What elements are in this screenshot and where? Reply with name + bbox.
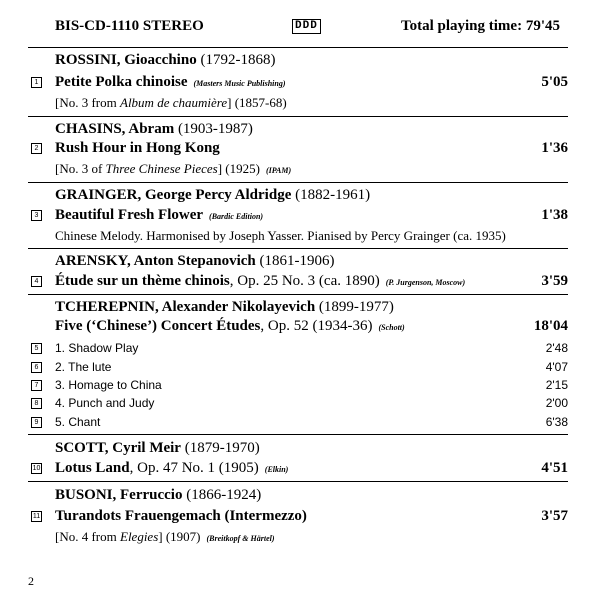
- track-time: 3'59: [541, 273, 568, 289]
- work-note: [No. 3 from Album de chaumière] (1857-68): [55, 95, 287, 110]
- movement-time: 2'00: [545, 396, 568, 410]
- track-number-box: 5: [31, 343, 42, 354]
- divider: [28, 481, 568, 482]
- track-number-box: 11: [32, 513, 41, 520]
- divider: [28, 434, 568, 435]
- divider: [28, 47, 568, 48]
- track-number-box: 4: [31, 276, 42, 287]
- movement-title: 2. The lute: [55, 360, 112, 374]
- work-title: Turandots Frauengemach (Intermezzo): [55, 508, 307, 524]
- catalog-number: BIS-CD-1110 STEREO: [55, 18, 204, 34]
- work-title: Étude sur un thème chinois, Op. 25 No. 3 (ca. 1890) (P. Jurgenson, Moscow): [55, 273, 466, 289]
- composer-name: CHASINS, Abram (1903-1987): [55, 121, 253, 137]
- track-time: 1'36: [541, 140, 568, 156]
- divider: [28, 294, 568, 295]
- track-number-box: 6: [31, 362, 42, 373]
- track-number-box: 10: [32, 465, 41, 472]
- track-time: 5'05: [541, 74, 568, 90]
- movement-title: 3. Homage to China: [55, 378, 162, 392]
- track-number-box: 7: [31, 380, 42, 391]
- header: [55, 18, 560, 38]
- composer-name: ARENSKY, Anton Stepanovich (1861-1906): [55, 253, 335, 269]
- work-note: [No. 3 of Three Chinese Pieces] (1925) (IPAM): [55, 161, 292, 176]
- track-number-box: 9: [31, 417, 42, 428]
- work-title: Beautiful Fresh Flower (Bardic Edition): [55, 207, 264, 223]
- movement-title: 4. Punch and Judy: [55, 396, 155, 410]
- movement-title: 1. Shadow Play: [55, 341, 139, 355]
- movement-time: 2'48: [545, 341, 568, 355]
- track-time: 1'38: [541, 207, 568, 223]
- work-note: [No. 4 from Elegies] (1907) (Breitkopf & Härtel): [55, 529, 275, 544]
- total-playing-time: Total playing time: 79'45: [400, 18, 560, 34]
- work-note: Chinese Melody. Harmonised by Joseph Yasser. Pianised by Percy Grainger (ca. 1935): [55, 228, 506, 243]
- track-number-box: 3: [31, 210, 42, 221]
- work-title: Lotus Land, Op. 47 No. 1 (1905) (Elkin): [55, 460, 289, 476]
- composer-name: TCHEREPNIN, Alexander Nikolayevich (1899-1977): [55, 299, 394, 315]
- work-title: Petite Polka chinoise (Masters Music Publishing): [55, 74, 286, 90]
- track-number-box: 2: [31, 143, 42, 154]
- page-number: 2: [28, 574, 34, 588]
- work-title: Five (‘Chinese’) Concert Études, Op. 52 (1934-36) (Schott): [55, 318, 405, 334]
- composer-name: GRAINGER, George Percy Aldridge (1882-1961): [55, 187, 371, 203]
- track-number-box: 8: [31, 398, 42, 409]
- ddd-badge: DDD: [292, 19, 321, 34]
- track-number-box: 1: [31, 77, 42, 88]
- movement-time: 6'38: [545, 415, 568, 429]
- divider: [28, 116, 568, 117]
- work-total-time: 18'04: [533, 318, 568, 334]
- divider: [28, 182, 568, 183]
- movement-time: 4'07: [545, 360, 568, 374]
- track-time: 3'57: [541, 508, 568, 524]
- work-title: Rush Hour in Hong Kong: [55, 140, 220, 156]
- track-time: 4'51: [541, 460, 568, 476]
- composer-name: ROSSINI, Gioacchino (1792-1868): [55, 52, 276, 68]
- movement-title: 5. Chant: [55, 415, 101, 429]
- movement-time: 2'15: [545, 378, 568, 392]
- divider: [28, 248, 568, 249]
- composer-name: BUSONI, Ferruccio (1866-1924): [55, 487, 262, 503]
- composer-name: SCOTT, Cyril Meir (1879-1970): [55, 440, 260, 456]
